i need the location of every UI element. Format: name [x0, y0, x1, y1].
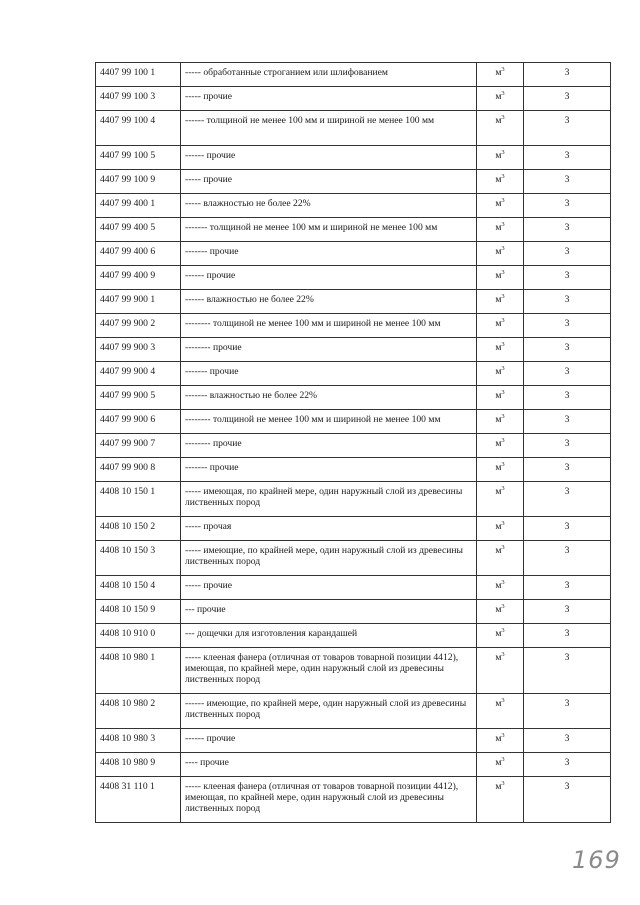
commodity-code: 4407 99 900 6: [96, 410, 181, 434]
unit-exponent: 3: [501, 65, 505, 73]
commodity-code: 4407 99 400 5: [96, 218, 181, 242]
duty-rate: 3: [524, 777, 611, 823]
unit-exponent: 3: [501, 172, 505, 180]
table-row: [96, 624, 611, 648]
unit-exponent: 3: [501, 755, 505, 763]
commodity-code: 4408 10 980 1: [96, 648, 181, 694]
unit-exponent: 3: [501, 268, 505, 276]
unit-of-measure: [477, 753, 524, 777]
commodity-description: ------- прочие: [181, 458, 477, 482]
commodity-description: ------- прочие: [181, 362, 477, 386]
unit-of-measure: [477, 600, 524, 624]
duty-rate: 3: [524, 753, 611, 777]
commodity-description: ------ прочие: [181, 729, 477, 753]
commodity-description: -------- толщиной не менее 100 мм и шириной не менее 100 мм: [181, 410, 477, 434]
duty-rate: 3: [524, 624, 611, 648]
unit-of-measure: [477, 87, 524, 111]
unit-base: м: [495, 781, 502, 792]
unit-base: м: [495, 390, 502, 401]
unit-exponent: 3: [501, 543, 505, 551]
commodity-code: 4408 10 150 2: [96, 517, 181, 541]
tariff-table-body: [96, 63, 611, 823]
commodity-code: 4407 99 900 8: [96, 458, 181, 482]
unit-of-measure: [477, 218, 524, 242]
commodity-code: 4408 10 980 3: [96, 729, 181, 753]
table-row: [96, 458, 611, 482]
unit-of-measure: [477, 777, 524, 823]
table-row: [96, 517, 611, 541]
unit-of-measure: [477, 386, 524, 410]
commodity-code: 4408 10 150 1: [96, 482, 181, 517]
unit-exponent: 3: [501, 364, 505, 372]
commodity-code: 4408 10 150 4: [96, 576, 181, 600]
unit-of-measure: [477, 576, 524, 600]
unit-exponent: 3: [501, 148, 505, 156]
table-row: [96, 170, 611, 194]
unit-exponent: 3: [501, 436, 505, 444]
unit-base: м: [495, 545, 502, 556]
commodity-code: 4407 99 100 4: [96, 111, 181, 146]
commodity-description: ----- прочие: [181, 170, 477, 194]
duty-rate: 3: [524, 63, 611, 87]
unit-base: м: [495, 652, 502, 663]
duty-rate: 3: [524, 386, 611, 410]
duty-rate: 3: [524, 648, 611, 694]
duty-rate: 3: [524, 458, 611, 482]
commodity-description: -------- толщиной не менее 100 мм и шириной не менее 100 мм: [181, 314, 477, 338]
unit-exponent: 3: [501, 220, 505, 228]
commodity-code: 4407 99 900 3: [96, 338, 181, 362]
unit-base: м: [495, 342, 502, 353]
commodity-code: 4407 99 900 1: [96, 290, 181, 314]
unit-exponent: 3: [501, 196, 505, 204]
commodity-description: ------- влажностью не более 22%: [181, 386, 477, 410]
unit-of-measure: [477, 648, 524, 694]
table-row: [96, 146, 611, 170]
unit-base: м: [495, 521, 502, 532]
unit-exponent: 3: [501, 460, 505, 468]
unit-base: м: [495, 366, 502, 377]
commodity-description: ----- имеющие, по крайней мере, один наружный слой из древесины лиственных пород: [181, 541, 477, 576]
table-row: [96, 434, 611, 458]
commodity-code: 4407 99 100 5: [96, 146, 181, 170]
unit-exponent: 3: [501, 113, 505, 121]
duty-rate: 3: [524, 242, 611, 266]
unit-of-measure: [477, 338, 524, 362]
table-row: [96, 576, 611, 600]
unit-exponent: 3: [501, 602, 505, 610]
unit-exponent: 3: [501, 89, 505, 97]
duty-rate: 3: [524, 290, 611, 314]
commodity-description: ------ прочие: [181, 266, 477, 290]
commodity-code: 4408 10 980 9: [96, 753, 181, 777]
commodity-description: ----- прочие: [181, 576, 477, 600]
table-row: [96, 266, 611, 290]
unit-of-measure: [477, 266, 524, 290]
unit-of-measure: [477, 111, 524, 146]
commodity-description: ----- прочие: [181, 87, 477, 111]
commodity-code: 4407 99 400 1: [96, 194, 181, 218]
unit-of-measure: [477, 170, 524, 194]
unit-of-measure: [477, 434, 524, 458]
duty-rate: 3: [524, 434, 611, 458]
table-row: [96, 242, 611, 266]
commodity-description: ----- клееная фанера (отличная от товаров товарной позиции 4412), имеющая, по крайней мере, один наружный слой из древесины лиственных пород: [181, 777, 477, 823]
unit-of-measure: [477, 362, 524, 386]
commodity-description: ----- влажностью не более 22%: [181, 194, 477, 218]
commodity-code: 4407 99 100 3: [96, 87, 181, 111]
table-row: [96, 218, 611, 242]
duty-rate: 3: [524, 729, 611, 753]
commodity-description: ------ толщиной не менее 100 мм и шириной не менее 100 мм: [181, 111, 477, 146]
commodity-description: ----- обработанные строганием или шлифованием: [181, 63, 477, 87]
unit-base: м: [495, 198, 502, 209]
unit-base: м: [495, 733, 502, 744]
unit-of-measure: [477, 458, 524, 482]
duty-rate: 3: [524, 541, 611, 576]
commodity-code: 4408 10 150 3: [96, 541, 181, 576]
unit-of-measure: [477, 63, 524, 87]
table-row: [96, 541, 611, 576]
table-row: [96, 600, 611, 624]
unit-base: м: [495, 222, 502, 233]
table-row: [96, 386, 611, 410]
unit-base: м: [495, 318, 502, 329]
duty-rate: 3: [524, 170, 611, 194]
unit-exponent: 3: [501, 292, 505, 300]
unit-base: м: [495, 486, 502, 497]
duty-rate: 3: [524, 600, 611, 624]
unit-base: м: [495, 604, 502, 615]
unit-of-measure: [477, 242, 524, 266]
commodity-description: --- дощечки для изготовления карандашей: [181, 624, 477, 648]
duty-rate: 3: [524, 694, 611, 729]
commodity-description: --- прочие: [181, 600, 477, 624]
unit-exponent: 3: [501, 412, 505, 420]
unit-base: м: [495, 414, 502, 425]
commodity-code: 4408 10 910 0: [96, 624, 181, 648]
duty-rate: 3: [524, 517, 611, 541]
unit-base: м: [495, 150, 502, 161]
commodity-code: 4407 99 900 5: [96, 386, 181, 410]
commodity-description: ---- прочие: [181, 753, 477, 777]
unit-base: м: [495, 67, 502, 78]
unit-of-measure: [477, 314, 524, 338]
duty-rate: 3: [524, 482, 611, 517]
unit-exponent: 3: [501, 244, 505, 252]
unit-exponent: 3: [501, 731, 505, 739]
commodity-description: ------ прочие: [181, 146, 477, 170]
commodity-code: 4408 31 110 1: [96, 777, 181, 823]
table-row: [96, 111, 611, 146]
commodity-code: 4408 10 150 9: [96, 600, 181, 624]
unit-base: м: [495, 91, 502, 102]
unit-base: м: [495, 174, 502, 185]
unit-base: м: [495, 294, 502, 305]
commodity-description: ----- имеющая, по крайней мере, один наружный слой из древесины лиственных пород: [181, 482, 477, 517]
unit-base: м: [495, 115, 502, 126]
unit-base: м: [495, 628, 502, 639]
duty-rate: 3: [524, 194, 611, 218]
unit-exponent: 3: [501, 519, 505, 527]
page-number: 169: [572, 846, 621, 874]
unit-base: м: [495, 757, 502, 768]
unit-exponent: 3: [501, 779, 505, 787]
unit-exponent: 3: [501, 626, 505, 634]
commodity-description: -------- прочие: [181, 434, 477, 458]
table-row: [96, 87, 611, 111]
table-row: [96, 729, 611, 753]
unit-of-measure: [477, 146, 524, 170]
table-row: [96, 753, 611, 777]
unit-base: м: [495, 580, 502, 591]
duty-rate: 3: [524, 146, 611, 170]
unit-of-measure: [477, 482, 524, 517]
commodity-code: 4407 99 900 7: [96, 434, 181, 458]
unit-of-measure: [477, 290, 524, 314]
table-row: [96, 362, 611, 386]
commodity-code: 4407 99 400 9: [96, 266, 181, 290]
unit-exponent: 3: [501, 650, 505, 658]
commodity-description: ------ влажностью не более 22%: [181, 290, 477, 314]
commodity-description: ------- толщиной не менее 100 мм и шириной не менее 100 мм: [181, 218, 477, 242]
unit-exponent: 3: [501, 316, 505, 324]
duty-rate: 3: [524, 338, 611, 362]
commodity-code: 4407 99 900 4: [96, 362, 181, 386]
commodity-code: 4408 10 980 2: [96, 694, 181, 729]
duty-rate: 3: [524, 576, 611, 600]
table-row: [96, 777, 611, 823]
duty-rate: 3: [524, 218, 611, 242]
tariff-table: [95, 62, 611, 823]
commodity-description: ----- клееная фанера (отличная от товаров товарной позиции 4412), имеющая, по крайней мере, один наружный слой из древесины лиственных пород: [181, 648, 477, 694]
unit-exponent: 3: [501, 388, 505, 396]
table-row: [96, 338, 611, 362]
table-row: [96, 482, 611, 517]
unit-base: м: [495, 462, 502, 473]
commodity-description: ------- прочие: [181, 242, 477, 266]
unit-of-measure: [477, 624, 524, 648]
duty-rate: 3: [524, 314, 611, 338]
unit-of-measure: [477, 194, 524, 218]
table-row: [96, 194, 611, 218]
unit-of-measure: [477, 517, 524, 541]
commodity-description: ----- прочая: [181, 517, 477, 541]
commodity-code: 4407 99 100 9: [96, 170, 181, 194]
unit-base: м: [495, 438, 502, 449]
duty-rate: 3: [524, 111, 611, 146]
duty-rate: 3: [524, 87, 611, 111]
unit-exponent: 3: [501, 340, 505, 348]
commodity-description: ------ имеющие, по крайней мере, один наружный слой из древесины лиственных пород: [181, 694, 477, 729]
table-row: [96, 290, 611, 314]
table-row: [96, 314, 611, 338]
unit-exponent: 3: [501, 484, 505, 492]
unit-base: м: [495, 246, 502, 257]
duty-rate: 3: [524, 362, 611, 386]
table-row: [96, 63, 611, 87]
unit-of-measure: [477, 541, 524, 576]
duty-rate: 3: [524, 266, 611, 290]
unit-exponent: 3: [501, 578, 505, 586]
unit-of-measure: [477, 410, 524, 434]
unit-base: м: [495, 698, 502, 709]
unit-of-measure: [477, 729, 524, 753]
unit-of-measure: [477, 694, 524, 729]
unit-exponent: 3: [501, 696, 505, 704]
unit-base: м: [495, 270, 502, 281]
table-row: [96, 694, 611, 729]
duty-rate: 3: [524, 410, 611, 434]
commodity-code: 4407 99 900 2: [96, 314, 181, 338]
table-row: [96, 648, 611, 694]
commodity-description: -------- прочие: [181, 338, 477, 362]
commodity-code: 4407 99 400 6: [96, 242, 181, 266]
commodity-code: 4407 99 100 1: [96, 63, 181, 87]
table-row: [96, 410, 611, 434]
